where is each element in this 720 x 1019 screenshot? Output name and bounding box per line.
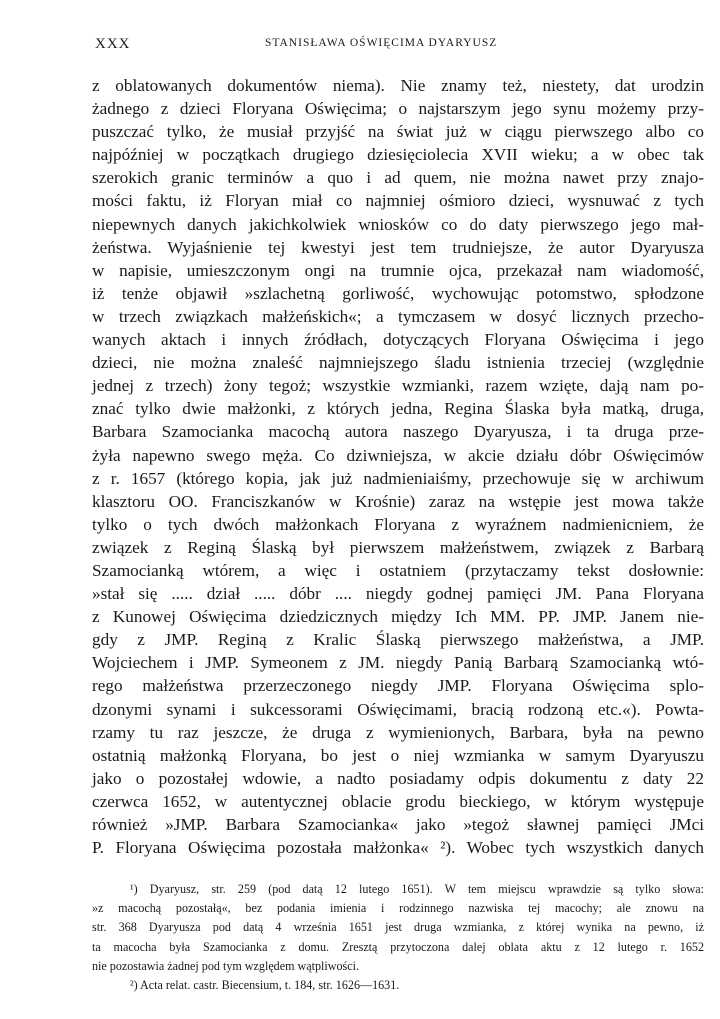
body-line: »stał się ..... dział ..... dóbr .... niegdy godnej pamięci JM. Pana Floryana — [92, 584, 704, 604]
body-line: z r. 1657 (którego kopia, jak już nadmieniaiśmy, przechowuje się w archiwum — [92, 468, 704, 488]
page-number: XXX — [95, 36, 131, 52]
running-header — [95, 36, 705, 56]
footnote-line: nie pozostawia żadnej pod tym względem wątpliwości. — [92, 958, 359, 973]
body-line: ostatnią małżonką Floryana, bo jest o niej wzmianka w samym Dyaryuszu — [92, 745, 704, 765]
body-line: Wojciechem i JMP. Symeonem z JM. niegdy Panią Barbarą Szamocianką wtó- — [92, 653, 704, 673]
running-title: STANISŁAWA OŚWIĘCIMA DYARYUSZ — [265, 37, 498, 49]
body-line: jednej z trzech) żony tegoż; wszystkie wzmianki, razem wzięte, dają nam po- — [92, 376, 704, 396]
body-text — [92, 74, 704, 859]
body-line: rzamy tu raz jeszcze, że druga z wymienionych, Barbara, była na pewno — [92, 722, 704, 742]
footnote-line: str. 368 Dyaryusza pod datą 4 września 1651 jest druga wzmianka, z której wynika na pewno, iż — [92, 920, 704, 935]
body-line: szerokich granic terminów a quo i ad quem, nie można nawet przy znajo- — [92, 168, 704, 188]
footnote-line: ta macocha była Szamocianka z domu. Zresztą przytoczona dalej oblata aktu z 12 lutego r. 1652 — [92, 939, 704, 954]
body-line: również »JMP. Barbara Szamocianka« jako »tegoż sławnej pamięci JMci — [92, 815, 704, 834]
body-line: żadnego z dzieci Floryana Oświęcima; o najstarszym jego synu możemy przy- — [92, 99, 704, 119]
body-line: P. Floryana Oświęcima pozostała małżonka« ²). Wobec tych wszystkich danych — [92, 838, 704, 858]
footnotes — [92, 880, 704, 995]
body-line: dzonymi synami i sukcessorami Oświęcimami, bracią rodzoną etc.«). Powta- — [92, 699, 704, 719]
body-line: jako o pozostałej wdowie, a nadto posiadamy odpis dokumentu z daty 22 — [92, 768, 704, 788]
body-line: żeństwa. Wyjaśnienie tej kwestyi jest tem trudniejsze, że autor Dyaryusza — [92, 237, 704, 257]
body-line: Szamocianką wtórem, a więc i ostatniem (przytaczamy tekst dosłownie: — [92, 560, 704, 580]
body-line: związek z Reginą Ślaską był pierwszem małżeństwem, związek z Barbarą — [92, 537, 704, 557]
body-line: gdy z JMP. Reginą z Kralic Ślaską pierwszego małżeństwa, a JMP. — [92, 630, 704, 650]
body-line: rego małżeństwa przerzeczonego niegdy JMP. Floryana Oświęcima splo- — [92, 676, 704, 696]
body-line: puszczać tylko, że musiał przyjść na świat już w ciągu pierwszego albo co — [92, 122, 704, 142]
body-line: niepewnych danych jakichkolwiek wniosków co do daty pierwszego jego mał- — [92, 214, 704, 234]
body-line: z Kunowej Oświęcima dziedzicznych między Ich MM. PP. JMP. Janem nie- — [92, 607, 704, 627]
body-line: czerwca 1652, w autentycznej oblacie grodu bieckiego, w którym występuje — [92, 791, 704, 811]
body-line: tylko o tych dwóch małżonkach Floryana z wyraźnem nadmienicniem, że — [92, 514, 704, 534]
body-line: dzieci, nie można znaleść najmniejszego śladu istnienia trzeciej (względnie — [92, 353, 704, 373]
body-line: najpóźniej w początkach drugiego dziesięciolecia XVII wieku; a w obec tak — [92, 145, 704, 165]
body-line: Barbara Szamocianka macochą autora naszego Dyaryusza, i ta druga prze- — [92, 422, 704, 442]
footnote-line: ²) Acta relat. castr. Biecensium, t. 184, str. 1626—1631. — [130, 977, 400, 992]
body-line: w trzech związkach małżeńskich«; a tymczasem w dosyć licznych przecho- — [92, 306, 704, 326]
footnote-line: ¹) Dyaryusz, str. 259 (pod datą 12 lutego 1651). W tem miejscu wprawdzie są tylko słowa: — [130, 882, 704, 896]
body-line: wanych aktach i innych źródłach, dotyczących Floryana Oświęcima i jego — [92, 330, 704, 350]
body-line: iż tenże objawił »szlachetną gorliwość, wychowując potomstwo, spłodzone — [92, 283, 704, 303]
body-line: mości faktu, iż Floryan miał co najmniej ośmioro dzieci, wysnuwać z tych — [92, 191, 704, 211]
body-line: z oblatowanych dokumentów niema). Nie znamy też, niestety, dat urodzin — [92, 76, 704, 95]
body-line: klasztoru OO. Franciszkanów w Krośnie) zaraz na wstępie jest mowa także — [92, 491, 704, 511]
footnote-line: »z macochą pozostałą«, bez podania imienia i rodzinnego nazwiska tej macochy; ale znowu na — [92, 901, 704, 916]
body-line: znać tylko dwie małżonki, z których jedna, Regina Ślaska była matką, druga, — [92, 399, 704, 419]
body-line: żyła napewno swego męża. Co dziwniejsza, w akcie działu dóbr Oświęcimów — [92, 445, 704, 465]
body-line: w napisie, umieszczonym ongi na trumnie ojca, przekazał nam wiadomość, — [92, 260, 704, 280]
